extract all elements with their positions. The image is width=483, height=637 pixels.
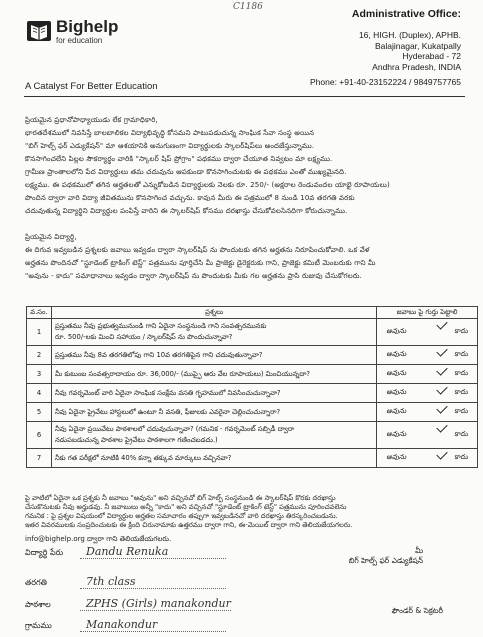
closing-line: గమనిక : పై ప్రశ్నల విషయంలో విద్యార్థుల అర్హతల సమాచారం తప్పుగా ఇవ్వబడినచో వారి దరఖాస్తు తిరస్కరించబడును. bbox=[25, 512, 338, 520]
contact-email: info@bighelp.org ద్వారా గాని తెలియజేయగలరు. bbox=[25, 535, 172, 543]
table-row bbox=[27, 403, 478, 422]
student-note-line: ప్రియమైన విద్యార్థి, bbox=[25, 233, 77, 241]
intro-line: కొనసాగించలేని పిల్లల సౌకర్యార్థం వారికి "స్కాలర్ షిప్ ప్రోగ్రాం" పథకము ద్వారా చేయూత నివ్వటం మా లక్ష్యము. bbox=[25, 155, 333, 163]
office-heading: Administrative Office: bbox=[351, 8, 461, 20]
row-number: 5 bbox=[27, 403, 52, 422]
class-value[interactable]: 7th class bbox=[80, 575, 226, 589]
office-line: Andhra Pradesh, INDIA bbox=[372, 61, 461, 72]
closing-line: ఇతర వివరములకు సంప్రదించుటకు ఈ క్రింది చిరునామాకు ఉత్తరము ద్వారా గాని, ఈ-మెయిల్ ద్వారా గాని తెలియజేయగలరు. bbox=[25, 521, 353, 529]
village-label: గ్రామము bbox=[25, 621, 52, 630]
col-header-question: ప్రశ్నలు bbox=[51, 307, 376, 319]
office-line: Hyderabad - 72 bbox=[402, 51, 461, 61]
logo-name: Bighelp bbox=[56, 17, 119, 36]
row-question: నీవు ఏదైనా ప్రయివేటు పాఠశాలలో చదువుచున్నావా? (గమనిక - గవర్నమెంట్ సబ్సిడీ ద్వారా నడుపబడుచున్న పాఠశాల ప్రైవేటు పాఠశాలగా గణించబడదు.) bbox=[51, 422, 376, 449]
col-header-answer: జవాబు పై గుర్తు పెట్టాలి bbox=[377, 307, 478, 319]
intro-line: చదువుతున్న విద్యార్థిని విద్యార్థుల పంపిస్తే వారిని ఈ స్కాలర్‌షిప్ కోసము దరఖాస్తు చేసుకోవలసినదిగా కోరుచున్నాము. bbox=[25, 207, 348, 215]
table-row bbox=[27, 449, 478, 468]
student-note-line: ఈ దిగువ ఇవ్వబడిన ప్రశ్నలకు జవాబు ఇవ్వడం ద్వారా స్కాలర్‌షిప్ ను పొందుటకు తగిన అర్హతను నిరూపించుకోవాలి. ఒక వేళ bbox=[25, 246, 370, 254]
table-row bbox=[27, 319, 478, 346]
school-label: పాఠశాల bbox=[25, 600, 51, 609]
class-field bbox=[25, 575, 226, 589]
intro-paragraph bbox=[25, 114, 463, 218]
student-name-field bbox=[25, 545, 226, 559]
signature-title: ఫౌండర్ & సెక్రటరీ bbox=[391, 606, 443, 615]
closing-paragraph bbox=[25, 494, 463, 530]
row-question: ప్రస్తుతము నీవు 8వ తరగతిలోపు గాని 10వ తరగతిపైన గాని చదువుతున్నావా? bbox=[51, 346, 376, 365]
answer-cell[interactable]: అవును కాదు bbox=[377, 449, 478, 468]
answer-cell[interactable]: అవును కాదు bbox=[377, 384, 478, 403]
table-row bbox=[27, 422, 478, 449]
answer-cell[interactable]: అవును కాదు bbox=[377, 365, 478, 384]
intro-line: "బిగ్ హెల్ప్ ఫర్ ఎడ్యుకేషన్" మా ఆశయానికి అనుగుణంగా విద్యార్థులకు స్కాలర్‌షిప్‌లు అందజేస్తున్నాము. bbox=[25, 142, 315, 150]
school-value[interactable]: ZPHS (Girls) manakondur bbox=[80, 597, 231, 611]
eligibility-table bbox=[26, 306, 478, 468]
office-line: 16, HIGH. (Duplex), APHB. bbox=[358, 30, 461, 40]
class-label: తరగతి bbox=[25, 578, 47, 587]
row-number: 1 bbox=[27, 319, 52, 346]
row-question: ప్రస్తుతము నీవు ప్రభుత్వమునుండి గాని ఏదైనా సంస్థనుండి గాని సంవత్సరమునకు రూ. 500/-లకు మించి సహాయం / స్కాలర్‌షిప్ ను పొందుచున్నావా? bbox=[51, 319, 376, 346]
intro-line: గ్రామీణ ప్రాంతాలలోని పేద విద్యార్థులు తమ చదువును ఆపకుండా కొనసాగించుటకు ఈ పథకము ఎంతో ముఖ్యమైనది. bbox=[25, 168, 347, 176]
intro-line: పొందిన ద్వారా వారి విద్యా జీవితమును కొనసాగించ వచ్చును. కావున మీరు ఈ పత్రములో 8 నుండి 10వ తరగతి వరకు bbox=[25, 194, 355, 202]
col-header-sn: వ.సం. bbox=[27, 307, 52, 319]
office-phone: Phone: +91-40-23152224 / 9849757765 bbox=[309, 77, 461, 87]
village-field bbox=[25, 618, 226, 632]
office-address bbox=[310, 8, 461, 87]
intro-line: ప్రియమైన ప్రధానోపాధ్యాయుడు లేక గ్రామాధికారి, bbox=[25, 116, 158, 124]
bighelp-logo bbox=[26, 18, 118, 45]
office-line: Balajinagar, Kukatpally bbox=[374, 40, 461, 51]
intro-line: లక్ష్యము. ఈ పథకములో తగిన అర్హతలతో ఎన్నుకోబడిన విద్యార్థులకు నెలకు రూ. 250/- (అక్షరాల రెండువందల యాభై రూపాయలు) bbox=[25, 181, 390, 189]
intro-line: భారతదేశములో నివసిస్తే బాలబాలికల విద్యాభివృద్ధి కోసమని పాటుపడుచున్న సాంఘిక సేవా సంస్థ అయిన bbox=[25, 129, 315, 137]
row-number: 4 bbox=[27, 384, 52, 403]
row-question: మీ కుటుంబ సంవత్సరాదాయం రూ. 36,000/- (ముప్ఫై ఆరు వేల రూపాయలు) మించియున్నదా? bbox=[51, 365, 376, 384]
table-row bbox=[27, 346, 478, 365]
handwritten-ref-note: C1186 bbox=[233, 2, 263, 12]
closing-line: పై వాటిలో ఏదైనా ఒక ప్రశ్నకు నీ జవాబు "అవును" అని వచ్చినచో బిగ్ హెల్ప్ సంస్థనుండి ఈ స్కాలర్‌షిప్ కొరకు దరఖాస్తు bbox=[25, 494, 336, 502]
answer-cell[interactable]: అవును కాదు bbox=[377, 319, 478, 346]
logo-subtitle: for education bbox=[56, 36, 103, 45]
row-question: నీవు ఏదైనా ప్రైవేటు హాస్టలులో ఉంటూ నీ వసతి, ఫీజులకు ఎవరైనా చెల్లించుచున్నారా? bbox=[51, 403, 376, 422]
answer-cell[interactable]: అవును కాదు bbox=[377, 422, 478, 449]
logo-book-icon bbox=[26, 18, 52, 44]
row-question: నీవు గవర్నమెంట్ వారి ఏదైనా సాంఘిక సంక్షేమ వసతి గృహములో నివసించుచున్నావా? bbox=[51, 384, 376, 403]
school-field bbox=[25, 597, 231, 611]
row-number: 6 bbox=[27, 422, 52, 449]
table-row bbox=[27, 365, 478, 384]
header-divider bbox=[24, 96, 465, 97]
closing-line: చేసుకొనుటకు నీవు అర్హుడవు. నీ జవాబులు అన్నీ "కాదు" అని వచ్చినచో "స్టూడెంట్ ట్రాకింగ్ టెస్ట్" పత్రమును పూరించవలెను bbox=[25, 503, 347, 511]
row-number: 3 bbox=[27, 365, 52, 384]
row-question: నీకు గత పరీక్షలో నూటికి 40% కన్నా తక్కువ మార్కులు వచ్చినవా? bbox=[51, 449, 376, 468]
table-row bbox=[27, 384, 478, 403]
row-number: 2 bbox=[27, 346, 52, 365]
village-value[interactable]: Manakondur bbox=[80, 618, 226, 632]
student-note-line: "అవును - కాదు" సమాధానాలు ఇవ్వడం ద్వారా స్కాలర్‌షిప్ ను పొందుటకు మీకు గల అర్హతను ప్రాసి రుజువు చేసుకోగలరు. bbox=[25, 272, 362, 280]
student-note bbox=[25, 231, 463, 283]
row-number: 7 bbox=[27, 449, 52, 468]
student-name-value[interactable]: Dandu Renuka bbox=[80, 545, 226, 559]
student-name-label: విద్యార్థి పేరు bbox=[25, 548, 64, 557]
answer-cell[interactable]: అవును కాదు bbox=[377, 403, 478, 422]
signature-salutation: మీ bbox=[415, 546, 423, 555]
student-note-line: అర్హతను పొందినచో "స్టూడెంట్ ట్రాకింగ్ టెస్ట్" పత్రమును పూర్తిచేసి మీ ప్రాజెక్టు డైరెక్టరుకు గాని, ప్రాజెక్టు కమిటీ మెంబరుకు గాని మీ bbox=[25, 259, 376, 267]
answer-cell[interactable]: అవును కాదు bbox=[377, 346, 478, 365]
tagline: A Catalyst For Better Education bbox=[25, 81, 158, 92]
signature-org: బిగ్ హెల్ప్ ఫర్ ఎడ్యుకేషన్ bbox=[348, 556, 423, 565]
table-header-row bbox=[27, 307, 478, 319]
